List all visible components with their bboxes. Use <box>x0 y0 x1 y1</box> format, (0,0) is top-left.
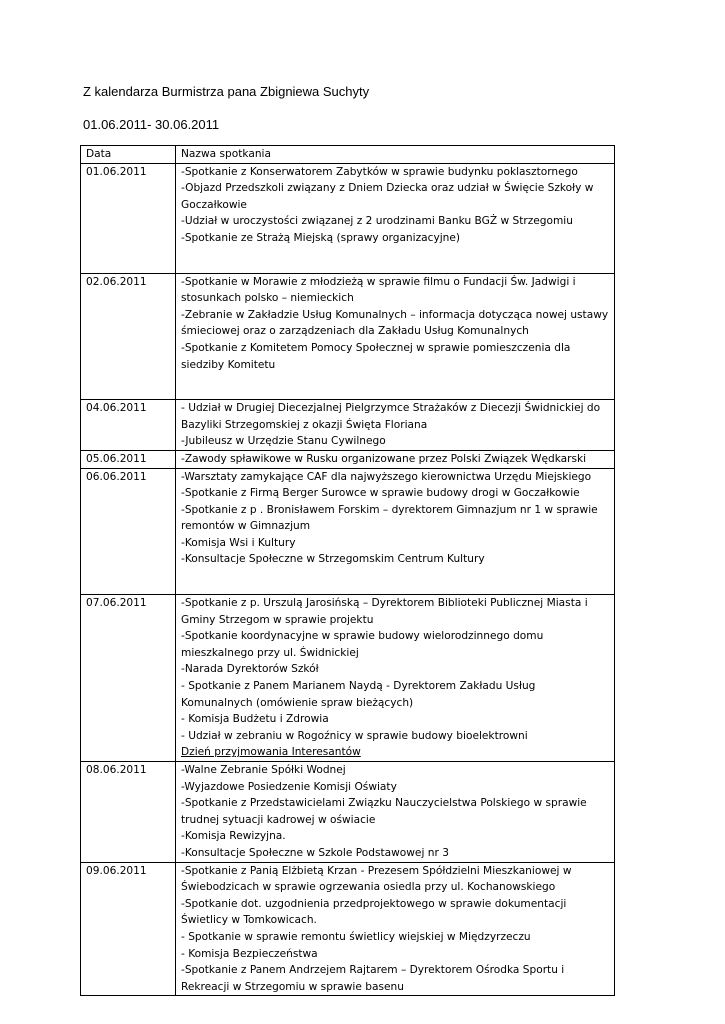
table-row <box>81 400 615 451</box>
meeting-item: -Spotkanie z p. Urszulą Jarosińską – Dyrektorem Biblioteki Publicznej Miasta i Gminy Strzegom w sprawie projektu <box>181 597 588 626</box>
date-cell: 04.06.2011 <box>81 400 176 451</box>
date-cell: 08.06.2011 <box>81 762 176 863</box>
meeting-item: -Spotkanie z Przedstawicielami Związku Nauczycielstwa Polskiego w sprawie trudnej sytuacji kadrowej w oświacie <box>181 797 587 826</box>
meetings-cell <box>176 273 615 400</box>
meeting-item: -Narada Dyrektorów Szkół <box>181 663 319 676</box>
meeting-item: -Zawody spławikowe w Rusku organizowane przez Polski Związek Wędkarski <box>181 452 587 465</box>
meeting-item: - Komisja Budżetu i Zdrowia <box>181 713 329 726</box>
meeting-item: -Komisja Wsi i Kultury <box>181 536 296 549</box>
table-row <box>81 450 615 468</box>
meeting-item: -Spotkanie z p . Bronisławem Forskim – dyrektorem Gimnazjum nr 1 w sprawie remontów w Gimnazjum <box>181 503 598 533</box>
meeting-item: -Jubileusz w Urzędzie Stanu Cywilnego <box>181 435 386 448</box>
meetings-cell <box>176 468 615 595</box>
meeting-item: -Komisja Rewizyjna. <box>181 830 286 843</box>
meeting-item: - Komisja Bezpieczeństwa <box>181 947 318 960</box>
meeting-item: -Konsultacje Społeczne w Strzegomskim Centrum Kultury <box>181 553 485 566</box>
meeting-item: -Objazd Przedszkoli związany z Dniem Dziecka oraz udział w Święcie Szkoły w Goczałkowie <box>181 182 594 211</box>
column-header-date: Data <box>81 146 176 164</box>
date-cell: 05.06.2011 <box>81 450 176 468</box>
date-cell: 02.06.2011 <box>81 273 176 400</box>
meeting-item: -Spotkanie ze Strażą Miejską (sprawy organizacyjne) <box>181 231 461 244</box>
meeting-item: -Wyjazdowe Posiedzenie Komisji Oświaty <box>181 780 397 793</box>
date-cell: 09.06.2011 <box>81 862 176 996</box>
meetings-cell <box>176 163 615 273</box>
table-row <box>81 468 615 595</box>
meeting-item: - Udział w zebraniu w Rogoźnicy w sprawie budowy bioelektrowni <box>181 729 528 742</box>
meeting-item: -Spotkanie koordynacyjne w sprawie budowy wielorodzinnego domu mieszkalnego przy ul. Świdnickiej <box>181 630 544 659</box>
calendar-table-body <box>81 146 615 996</box>
table-row <box>81 163 615 273</box>
date-cell: 07.06.2011 <box>81 595 176 762</box>
meeting-item: -Spotkanie w Morawie z młodzieżą w sprawie filmu o Fundacji Św. Jadwigi i stosunkach polsko – niemieckich <box>181 275 576 305</box>
meetings-cell <box>176 450 615 468</box>
date-cell: 01.06.2011 <box>81 163 176 273</box>
meeting-item: -Spotkanie z Konserwatorem Zabytków w sprawie budynku poklasztornego <box>181 165 578 178</box>
meeting-item: -Warsztaty zamykające CAF dla najwyższego kierownictwa Urzędu Miejskiego <box>181 470 592 483</box>
meeting-item: -Udział w uroczystości związanej z 2 urodzinami Banku BGŻ w Strzegomiu <box>181 215 573 228</box>
table-row <box>81 862 615 996</box>
meeting-item: - Spotkanie w sprawie remontu świetlicy wiejskiej w Międzyrzeczu <box>181 930 531 943</box>
meeting-item: Dzień przyjmowania Interesantów <box>181 746 361 759</box>
meetings-cell <box>176 862 615 996</box>
table-row <box>81 762 615 863</box>
meetings-cell <box>176 400 615 451</box>
date-range: 01.06.2011- 30.06.2011 <box>83 117 220 132</box>
meeting-item: - Udział w Drugiej Diecezjalnej Pielgrzymce Strażaków z Diecezji Świdnickiej do Bazyliki Strzegomskiej z okazji Święta Floriana <box>181 402 601 431</box>
table-row <box>81 273 615 400</box>
meeting-item: -Konsultacje Społeczne w Szkole Podstawowej nr 3 <box>181 846 449 859</box>
meeting-item: -Spotkanie z Firmą Berger Surowce w sprawie budowy drogi w Goczałkowie <box>181 487 580 500</box>
meeting-item: -Zebranie w Zakładzie Usług Komunalnych – informacja dotycząca nowej ustawy śmieciowej oraz o zarządzeniach dla Zakładu Usług Komunalnych <box>181 308 609 338</box>
calendar-table <box>80 145 615 996</box>
meetings-cell <box>176 595 615 762</box>
header-row <box>81 146 615 164</box>
column-header-meeting: Nazwa spotkania <box>176 146 615 164</box>
meeting-item: -Walne Zebranie Spółki Wodnej <box>181 764 346 776</box>
table-row <box>81 595 615 762</box>
meeting-item: -Spotkanie z Panem Andrzejem Rajtarem – Dyrektorem Ośrodka Sportu i Rekreacji w Strzegomiu w sprawie basenu <box>181 964 565 993</box>
date-cell: 06.06.2011 <box>81 468 176 595</box>
document-title: Z kalendarza Burmistrza pana Zbigniewa Suchyty <box>83 84 370 99</box>
meeting-item: - Spotkanie z Panem Marianem Naydą - Dyrektorem Zakładu Usług Komunalnych (omówienie spraw bieżących) <box>181 680 536 709</box>
meetings-cell <box>176 762 615 863</box>
meeting-item: -Spotkanie z Panią Elżbietą Krzan - Prezesem Spółdzielni Mieszkaniowej w Świebodzicach w sprawie ogrzewania osiedla przy ul. Kochanowskiego <box>181 864 572 894</box>
meeting-item: -Spotkanie z Komitetem Pomocy Społecznej w sprawie pomieszczenia dla siedziby Komitetu <box>181 341 571 371</box>
meeting-item: -Spotkanie dot. uzgodnienia przedprojektowego w sprawie dokumentacji Świetlicy w Tomkowicach. <box>181 897 567 927</box>
